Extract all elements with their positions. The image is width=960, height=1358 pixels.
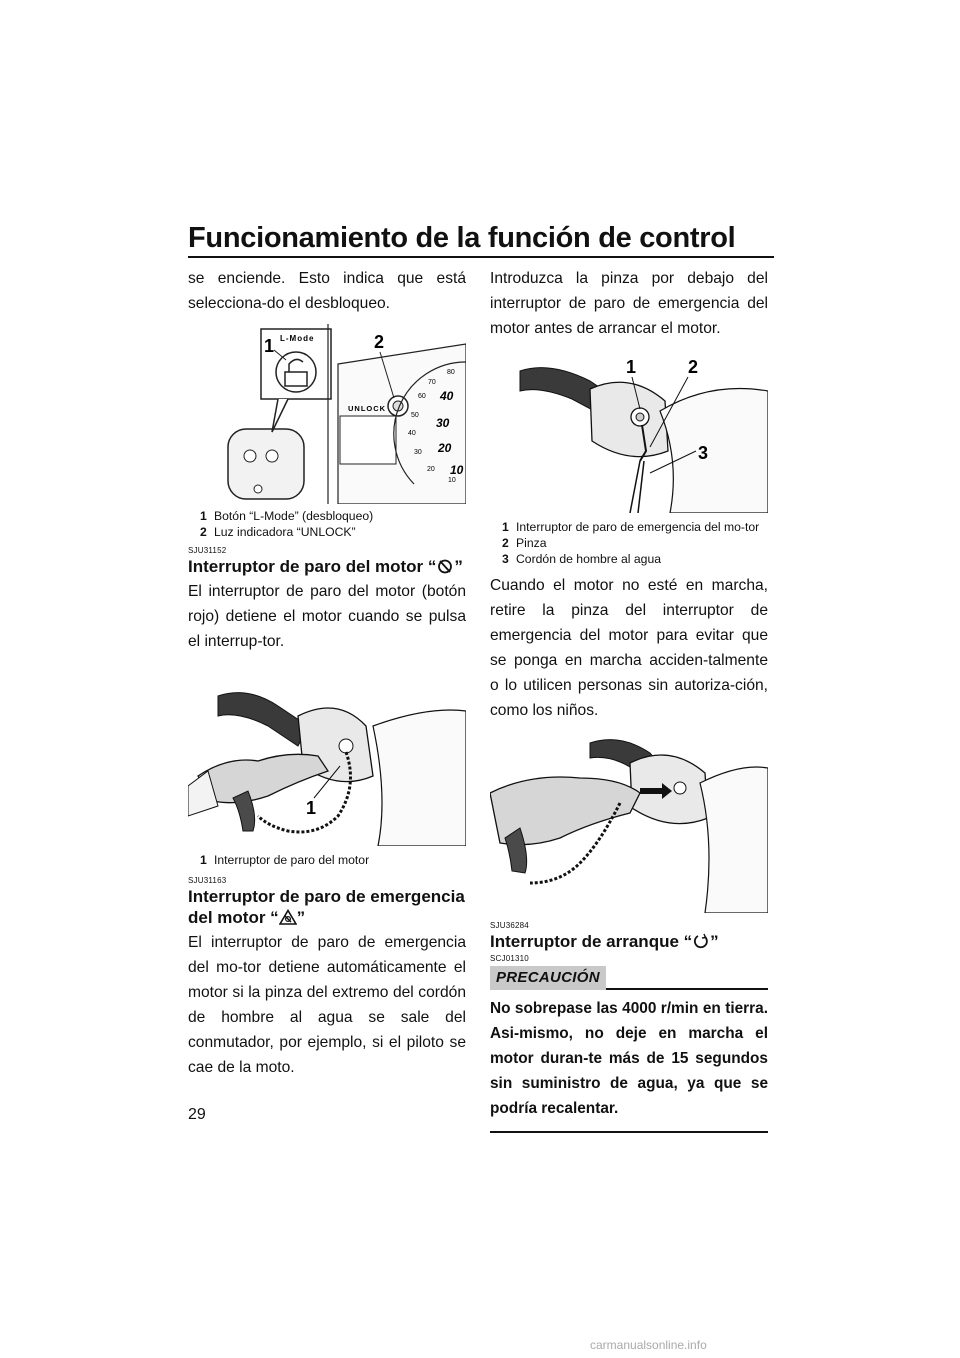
remove-clip-body: Cuando el motor no esté en marcha, retire la pinza del interruptor de emergencia del motor para evitar que se ponga en marcha acciden-talmente o lo utilicen personas sin autoriza-ción, como los niños.	[490, 577, 768, 719]
caution-label: PRECAUCIÓN	[490, 966, 606, 990]
right-intro: Introduzca la pinza por debajo del interruptor de paro de emergencia del motor antes de arrancar el motor.	[490, 270, 768, 337]
section-code: SJU31163	[188, 876, 227, 885]
emergency-switch-body: El interruptor de paro de emergencia del mo-tor detiene automáticamente el motor si la pinza del extremo del cordón de hombre al agua se sale del conmutador, por ejemplo, si el piloto se cae de la moto.	[188, 934, 466, 1076]
speed-30: 30	[414, 449, 422, 456]
figure-clip-insert	[490, 351, 768, 567]
warning-code: SCJ01310	[490, 954, 529, 963]
caution-banner	[490, 966, 768, 990]
start-switch-icon	[692, 933, 710, 949]
stop-switch-body: El interruptor de paro del motor (botón rojo) detiene el motor cuando se pulsa el interrup-tor.	[188, 583, 466, 650]
caution-rule	[606, 988, 768, 990]
speed-20: 20	[427, 466, 435, 473]
speed-10: 10	[448, 477, 456, 484]
stop-switch-illustration	[188, 666, 466, 846]
callout-1: 1	[264, 336, 275, 356]
lmode-illustration	[188, 324, 466, 504]
watermark: carmanualsonline.info	[590, 1338, 707, 1352]
emergency-stop-icon	[279, 909, 297, 925]
figure-lmode-unlock	[188, 324, 466, 540]
section-heading-emergency-switch: Interruptor de paro de emergencia del motor “ ”	[188, 887, 465, 927]
right-column	[490, 266, 768, 1133]
callout-1: 1	[626, 357, 637, 377]
svg-text:20: 20	[438, 441, 452, 455]
speed-60: 60	[418, 393, 426, 400]
clip-remove-illustration	[490, 733, 768, 913]
figure-clip-remove	[490, 733, 768, 913]
left-column	[188, 266, 466, 1080]
left-intro: se enciende. Esto indica que está selecciona-do el desbloqueo.	[188, 270, 466, 312]
callout-1: 1	[306, 798, 317, 818]
svg-text:40: 40	[440, 389, 454, 403]
lmode-label: L-Mode	[280, 334, 315, 343]
speed-40: 40	[408, 430, 416, 437]
speed-80: 80	[447, 369, 455, 376]
svg-text:10: 10	[450, 463, 464, 477]
header-rule	[188, 256, 774, 258]
page-title: Funcionamiento de la función de control	[188, 222, 736, 254]
figure-stop-switch	[188, 666, 466, 868]
section-heading-start-switch: Interruptor de arranque “ ”	[490, 932, 719, 951]
section-heading-stop-switch: Interruptor de paro del motor “ ”	[188, 557, 463, 576]
speed-50: 50	[411, 412, 419, 419]
stop-switch-icon	[436, 558, 454, 574]
clip-insert-illustration	[490, 351, 768, 513]
section-code: SJU36284	[490, 921, 529, 930]
callout-2: 2	[374, 332, 385, 352]
speed-70: 70	[428, 379, 436, 386]
unlock-label: UNLOCK	[348, 404, 387, 413]
callout-2: 2	[688, 357, 699, 377]
svg-text:30: 30	[436, 416, 450, 430]
figure-caption: 1 Botón “L-Mode” (desbloqueo) 2 Luz indicadora “UNLOCK”	[200, 509, 374, 539]
figure-caption: 1 Interruptor de paro de emergencia del mo-tor 2 Pinza 3 Cordón de hombre al agua	[502, 520, 760, 566]
caution-bottom-rule	[490, 1131, 768, 1133]
caution-text: No sobrepase las 4000 r/min en tierra. Asi-mismo, no deje en marcha el motor duran-te más de 15 segundos sin suministro de agua, ya que se podría recalentar.	[490, 1000, 768, 1117]
section-code: SJU31152	[188, 546, 227, 555]
page-number: 29	[188, 1106, 206, 1123]
figure-caption: 1 Interruptor de paro del motor	[200, 853, 370, 867]
callout-3: 3	[698, 443, 709, 463]
